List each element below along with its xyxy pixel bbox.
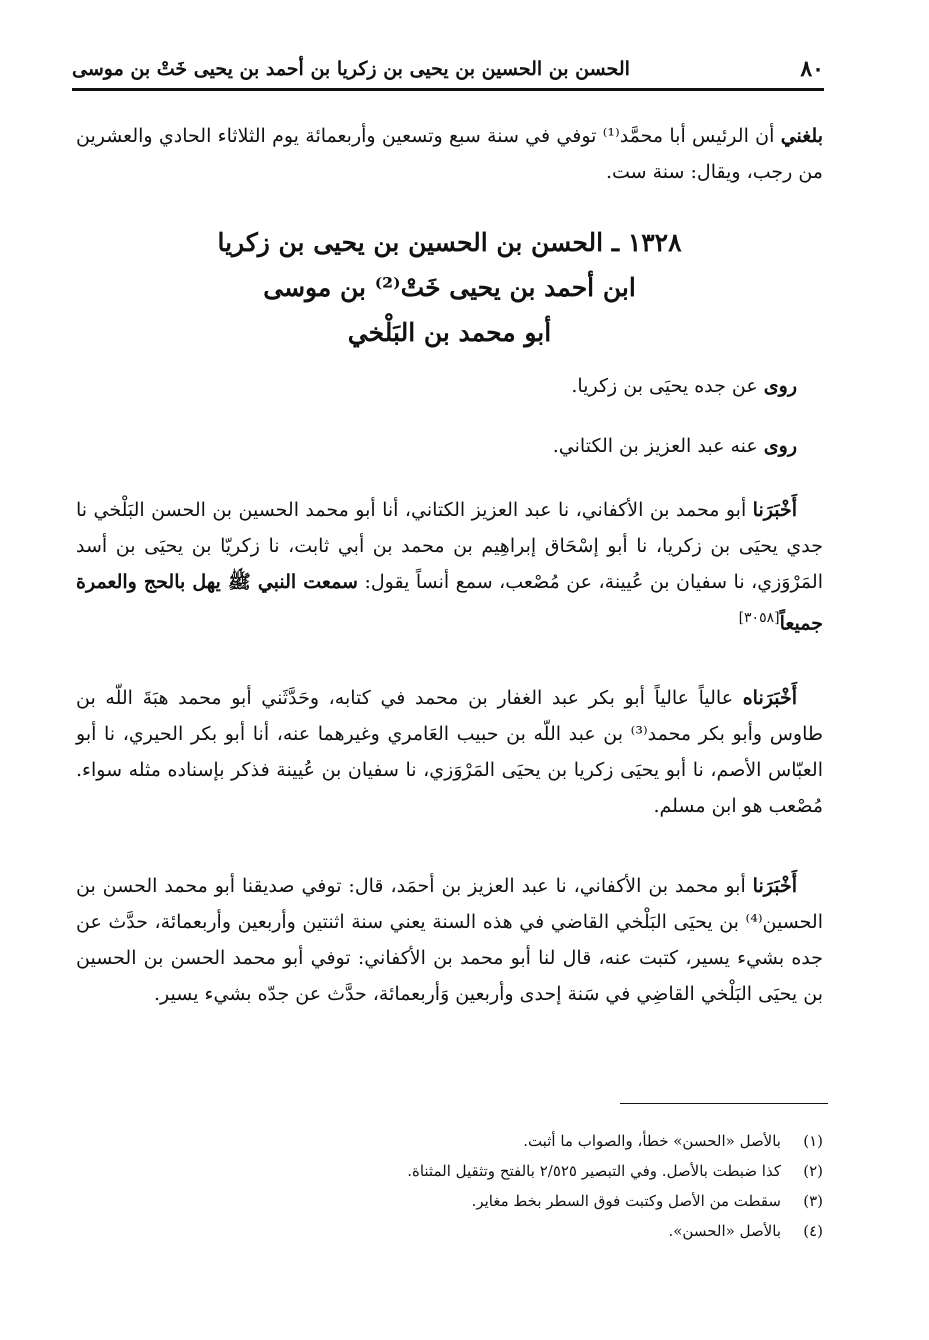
footnote-number: (٣): [803, 1192, 823, 1210]
isnad-paragraph: [76, 868, 823, 1012]
narration-text: عن جده يحيَى بن زكريا.: [571, 375, 764, 397]
footnote-separator: [620, 1103, 828, 1105]
narration-paragraph: [76, 428, 823, 464]
narration-paragraph: [76, 368, 823, 404]
isnad-text: أبو محمد بن الأكفاني، نا عبد العزيز الكتاني، أنا أبو محمد الحسين بن الحسن البَلْخي نا جدي يحيَى بن زكريا، نا أبو إسْحَاق إبراهِيم بن محمد بن أبي ثابت، نا زكريّا بن يحيَى بن أسد المَرْوَزي، نا سفيان بن عُيينة، عن مُصْعب، سمع أنساً يقول:: [76, 499, 823, 593]
intro-text: أن الرئيس أبا محمَّد⁽¹⁾ توفي في سنة سبع وتسعين وأربعمائة يوم الثلاثاء الحادي والعشرين من رجب، ويقال: سنة ست.: [76, 125, 823, 183]
page-header: [72, 52, 824, 86]
footnotes: [76, 1126, 823, 1246]
isnad-paragraph: [76, 492, 823, 641]
footnote: [76, 1216, 823, 1246]
hadith-reference: [٣٠٥٨]: [738, 610, 780, 626]
intro-lead-word: بلغني: [780, 125, 824, 147]
isnad-lead-word: أَخْبَرَناه: [742, 687, 797, 709]
footnote-text: سقطت من الأصل وكتبت فوق السطر بخط مغاير.: [471, 1192, 781, 1210]
footnote: [76, 1186, 823, 1216]
page-number: ٨٠: [800, 56, 824, 82]
footnote-number: (٢): [803, 1162, 823, 1180]
footnote-number: (٤): [803, 1222, 823, 1240]
narration-lead-word: روى: [763, 435, 797, 457]
header-rule: [72, 88, 824, 94]
isnad-paragraph: [76, 680, 823, 824]
running-title: الحسن بن الحسين بن يحيى بن زكريا بن أحمد بن يحيى خَتْ بن موسى: [72, 58, 630, 80]
narration-lead-word: روى: [763, 375, 797, 397]
footnote: [76, 1126, 823, 1156]
footnote: [76, 1156, 823, 1186]
entry-heading: [76, 220, 823, 355]
isnad-text: أبو محمد بن الأكفاني، نا عبد العزيز بن أحمَد، قال: توفي صديقنا أبو محمد الحسن بن الحسين⁽⁴⁾ بن يحيَى البَلْخي القاضي في هذه السنة يعني سنة اثنتين وأربعين وأربعمائة، حدَّث عن جده بشيء يسير، كتبت عنه، قال لنا أبو محمد بن الأكفاني: توفي أبو محمد الحسن بن الحسين بن يحيَى البَلْخي القاضِي في سَنة إحدى وأربعين وَأربعمائة، حدَّث عن جدّه بشيء يسير.: [76, 875, 823, 1005]
narration-text: عنه عبد العزيز بن الكتاني.: [552, 435, 764, 457]
intro-paragraph: [76, 118, 823, 190]
hadith-quote: سمعت النبي ﷺ يهل بالحج والعمرة جميعاً: [76, 571, 823, 635]
footnote-text: بالأصل «الحسن» خطأ، والصواب ما أثبت.: [523, 1132, 781, 1150]
isnad-text: عالياً عالياً أبو بكر عبد الغفار بن محمد في كتابه، وحَدَّثَني أبو محمد هبَةَ اللّه بن طاوس وأبو بكر محمد⁽³⁾ بن عبد اللّه بن حبيب العَامري وغيرهما عنه، أنا أبو بكر الحيري، نا أبو العبّاس الأصم، نا أبو يحيَى زكريا بن يحيَى المَرْوَزي، نا سفيان بن عُيينة فذكر بإسناده مثله سواء. مُصْعب هو ابن مسلم.: [76, 687, 823, 817]
footnote-text: بالأصل «الحسن».: [668, 1222, 781, 1240]
footnote-text: كذا ضبطت بالأصل. وفي التبصير ٢/٥٢٥ بالفتح وتثقيل المثناة.: [407, 1162, 781, 1180]
entry-heading-line-2: ابن أحمد بن يحيى خَتْ⁽²⁾ بن موسى: [263, 273, 636, 302]
isnad-lead-word: أَخْبَرَنا: [752, 875, 797, 897]
entry-heading-line-3: أبو محمد بن البَلْخي: [347, 318, 552, 347]
isnad-lead-word: أَخْبَرَنا: [752, 499, 797, 521]
entry-heading-line-1: ١٣٢٨ ـ الحسن بن الحسين بن يحيى بن زكريا: [217, 228, 682, 257]
footnote-number: (١): [803, 1132, 823, 1150]
